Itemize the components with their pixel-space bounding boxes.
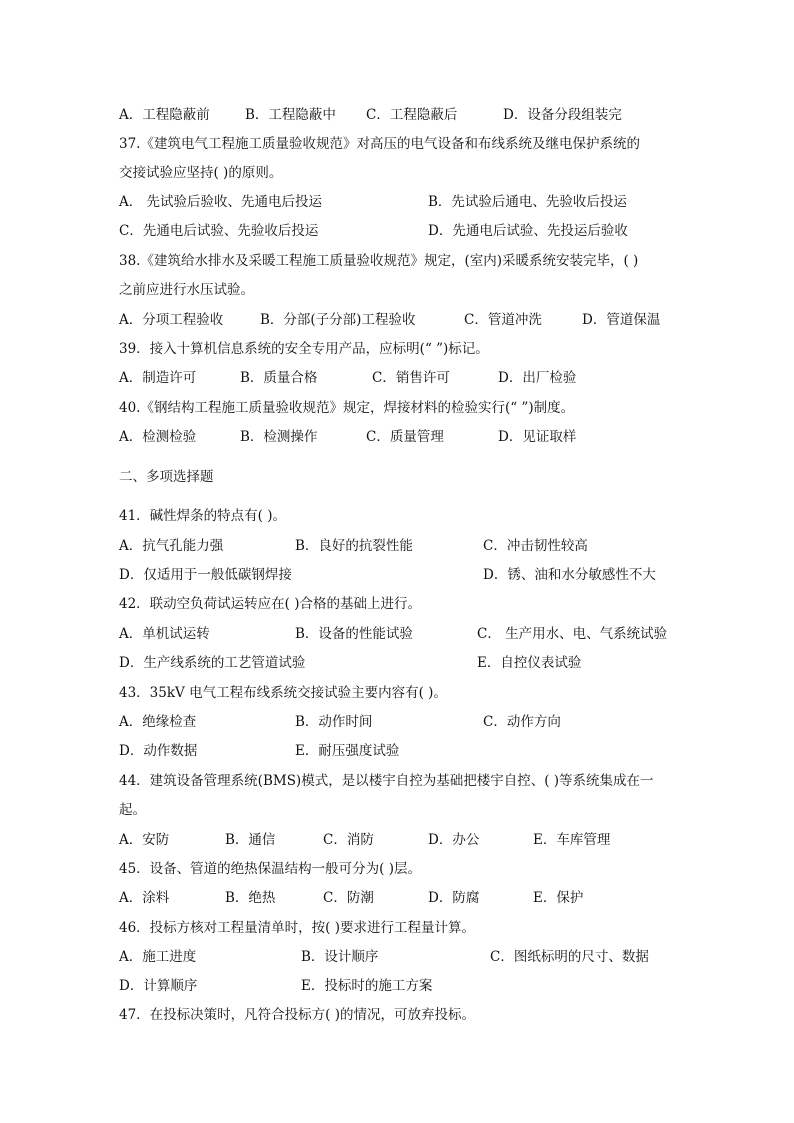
q40-option-b: B．检测操作 (240, 429, 318, 445)
q44-option-c: C．消防 (323, 832, 374, 848)
q37-option-c: C．先通电后试验、先验收后投运 (119, 223, 319, 239)
section-title: 二、多项选择题 (119, 469, 214, 485)
q44-stem-line1: 44．建筑设备管理系统(BMS)模式，是以楼宇自控为基础把楼宇自控、( )等系统集成在一 (119, 773, 654, 789)
q37-option-b: B．先试验后通电、先验收后投运 (428, 194, 627, 210)
q44-stem-line2: 起。 (119, 802, 146, 818)
q46-option-e: E．投标时的施工方案 (301, 978, 433, 994)
q43-option-a: A．绝缘检查 (119, 714, 197, 730)
q38-option-d: D．管道保温 (582, 312, 661, 328)
q45-stem: 45．设备、管道的绝热保温结构一般可分为( )层。 (119, 861, 422, 877)
q41-option-e: D．锈、油和水分敏感性不大 (483, 567, 656, 583)
q36-option-c: C．工程隐蔽后 (366, 107, 458, 123)
q42-option-d: D．生产线系统的工艺管道试验 (119, 655, 306, 671)
q42-option-c: C． 生产用水、电、气系统试验 (477, 626, 668, 642)
q45-option-d: D．防腐 (428, 890, 480, 906)
q43-option-e: E．耐压强度试验 (295, 743, 400, 759)
q45-option-a: A．涂料 (119, 890, 170, 906)
q44-option-b: B．通信 (225, 832, 276, 848)
q43-option-b: B．动作时间 (295, 714, 373, 730)
q46-option-b: B．设计顺序 (301, 949, 379, 965)
q39-option-d: D．出厂检验 (498, 370, 577, 386)
q38-option-a: A．分项工程验收 (119, 312, 224, 328)
q38-stem-line2: 之前应进行水压试验。 (119, 282, 254, 298)
q41-option-b: B．良好的抗裂性能 (295, 538, 413, 554)
q41-option-a: A．抗气孔能力强 (119, 538, 224, 554)
q46-stem: 46．投标方核对工程量清单时，按( )要求进行工程量计算。 (119, 920, 476, 936)
q42-option-b: B．设备的性能试验 (295, 626, 413, 642)
q36-option-b: B．工程隐蔽中 (245, 107, 336, 123)
q43-stem: 43．35kV 电气工程布线系统交接试验主要内容有( )。 (119, 685, 447, 701)
q42-option-a: A．单机试运转 (119, 626, 210, 642)
q37-stem-line2: 交接试验应坚持( )的原则。 (119, 165, 283, 181)
q39-stem: 39．接入十算机信息系统的安全专用产品，应标明(“ ”)标记。 (119, 341, 489, 357)
q44-option-a: A．安防 (119, 832, 170, 848)
q41-option-d: D．仅适用于一般低碳钢焊接 (119, 567, 292, 583)
q42-stem: 42．联动空负荷试运转应在( )合格的基础上进行。 (119, 596, 422, 612)
q41-option-c: C．冲击韧性较高 (483, 538, 588, 554)
q40-option-a: A．检测检验 (119, 429, 197, 445)
q43-option-d: D．动作数据 (119, 743, 198, 759)
q36-option-d: D．设备分段组装完 (503, 107, 622, 123)
q46-option-a: A．施工进度 (119, 949, 197, 965)
q36-option-a: A．工程隐蔽前 (119, 107, 210, 123)
q38-option-b: B．分部(子分部)工程验收 (260, 312, 416, 328)
q42-option-e: E．自控仪表试验 (477, 655, 582, 671)
q43-option-c: C．动作方向 (483, 714, 561, 730)
q46-option-c: C．图纸标明的尺寸、数据 (490, 949, 649, 965)
q38-stem-line1: 38.《建筑给水排水及采暖工程施工质量验收规范》规定，(室内)采暖系统安装完毕，( ) (119, 253, 639, 269)
q39-option-b: B．质量合格 (240, 370, 318, 386)
q39-option-a: A．制造许可 (119, 370, 197, 386)
q44-option-d: D．办公 (428, 832, 480, 848)
q44-option-e: E．车库管理 (533, 832, 611, 848)
q40-stem: 40.《钢结构工程施工质量验收规范》规定，焊接材料的检验实行(“ ”)制度。 (119, 400, 575, 416)
q40-option-d: D．见证取样 (498, 429, 577, 445)
q40-option-c: C．质量管理 (366, 429, 444, 445)
q47-stem: 47．在投标决策时，凡符合投标方( )的情况，可放弃投标。 (119, 1007, 476, 1023)
q46-option-d: D．计算顺序 (119, 978, 198, 994)
q45-option-b: B．绝热 (225, 890, 276, 906)
q41-stem: 41．碱性焊条的特点有( )。 (119, 508, 287, 524)
q45-option-c: C．防潮 (323, 890, 374, 906)
q39-option-c: C．销售许可 (372, 370, 450, 386)
q45-option-e: E．保护 (533, 890, 584, 906)
q37-option-d: D．先通电后试验、先投运后验收 (428, 223, 628, 239)
q38-option-c: C．管道冲洗 (464, 312, 542, 328)
q37-stem-line1: 37.《建筑电气工程施工质量验收规范》对高压的电气设备和布线系统及继电保护系统的 (119, 136, 640, 152)
q37-option-a: A． 先试验后验收、先通电后投运 (119, 194, 323, 210)
